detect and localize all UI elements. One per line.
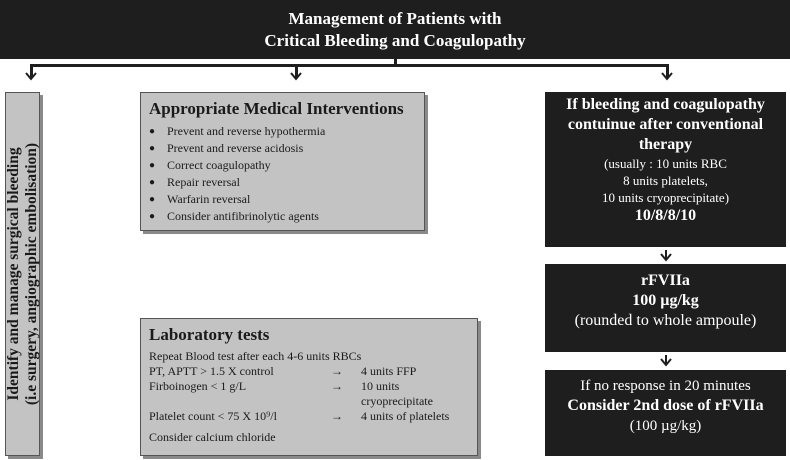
lab-row [149, 379, 469, 409]
intervention-item: ● Consider antifibrinolytic agents [149, 208, 416, 225]
surgical-bleeding-box [5, 92, 40, 456]
laboratory-tests-title: Laboratory tests [149, 325, 270, 344]
lab-action: 10 units cryoprecipitate [361, 379, 433, 408]
arrow-down-icon [25, 70, 37, 82]
intervention-item: ● Prevent and reverse hypothermia [149, 123, 416, 140]
connector-branch-line [30, 64, 669, 67]
medical-interventions-box [140, 92, 425, 231]
lab-footer: Consider calcium chloride [149, 430, 276, 444]
surgical-bleeding-line2: (i.e surgery, angiographic embolisation) [22, 142, 40, 406]
medical-interventions-title: Appropriate Medical Interventions [149, 99, 404, 118]
persist-note1: (usually : 10 units RBC [604, 156, 727, 171]
arrow-down-icon [660, 250, 672, 262]
persist-line1: If bleeding and coagulopathy [566, 96, 765, 113]
persist-line2: contuinue after conventional [567, 116, 764, 133]
rfviia-name: rFVIIa [641, 272, 690, 289]
persistent-bleeding-box [545, 92, 786, 247]
lab-test: Firboinogen < 1 g/L [149, 379, 247, 393]
right-arrow-icon: → [331, 409, 343, 423]
no-response-box [545, 370, 786, 456]
noresponse-line1: If no response in 20 minutes [580, 378, 751, 394]
lab-action: 4 units FFP [361, 364, 417, 378]
surgical-bleeding-line1: Identify and manage surgical bleeding [4, 147, 22, 401]
lab-row [149, 409, 469, 424]
lab-action: 4 units of platelets [361, 409, 450, 423]
persist-line3: therapy [638, 136, 693, 153]
diagram-header [0, 0, 790, 59]
persist-ratio: 10/8/8/10 [634, 207, 697, 224]
noresponse-line3: (100 µg/kg) [629, 418, 702, 434]
rfviia-dose: 100 µg/kg [632, 292, 699, 309]
rfviia-note: (rounded to whole ampoule) [574, 312, 757, 329]
intervention-item: ● Prevent and reverse acidosis [149, 140, 416, 157]
arrow-down-icon [660, 355, 672, 367]
noresponse-line2: Consider 2nd dose of rFVIIa [567, 397, 764, 414]
lab-intro: Repeat Blood test after each 4-6 units RBCs [149, 349, 362, 363]
lab-test: PT, APTT > 1.5 X control [149, 364, 274, 378]
laboratory-tests-box [140, 318, 478, 456]
right-arrow-icon: → [331, 364, 343, 378]
intervention-item: ● Repair reversal [149, 174, 416, 191]
intervention-item: ● Correct coagulopathy [149, 157, 416, 174]
persist-note3: 10 units cryoprecipitate) [601, 190, 730, 205]
rfviia-box [545, 264, 786, 352]
header-title-line1: Management of Patients with [288, 9, 502, 28]
arrow-down-icon [661, 70, 673, 82]
arrow-down-icon [290, 70, 302, 82]
header-title-line2: Critical Bleeding and Coagulopathy [264, 31, 526, 50]
intervention-item: ● Warfarin reversal [149, 191, 416, 208]
lab-test: Platelet count < 75 X 10⁹/l [149, 409, 277, 423]
surgical-bleeding-text [5, 92, 41, 456]
right-arrow-icon: → [331, 379, 343, 393]
persist-note2: 8 units platelets, [623, 173, 708, 188]
interventions-list [149, 123, 416, 225]
lab-row [149, 364, 469, 379]
